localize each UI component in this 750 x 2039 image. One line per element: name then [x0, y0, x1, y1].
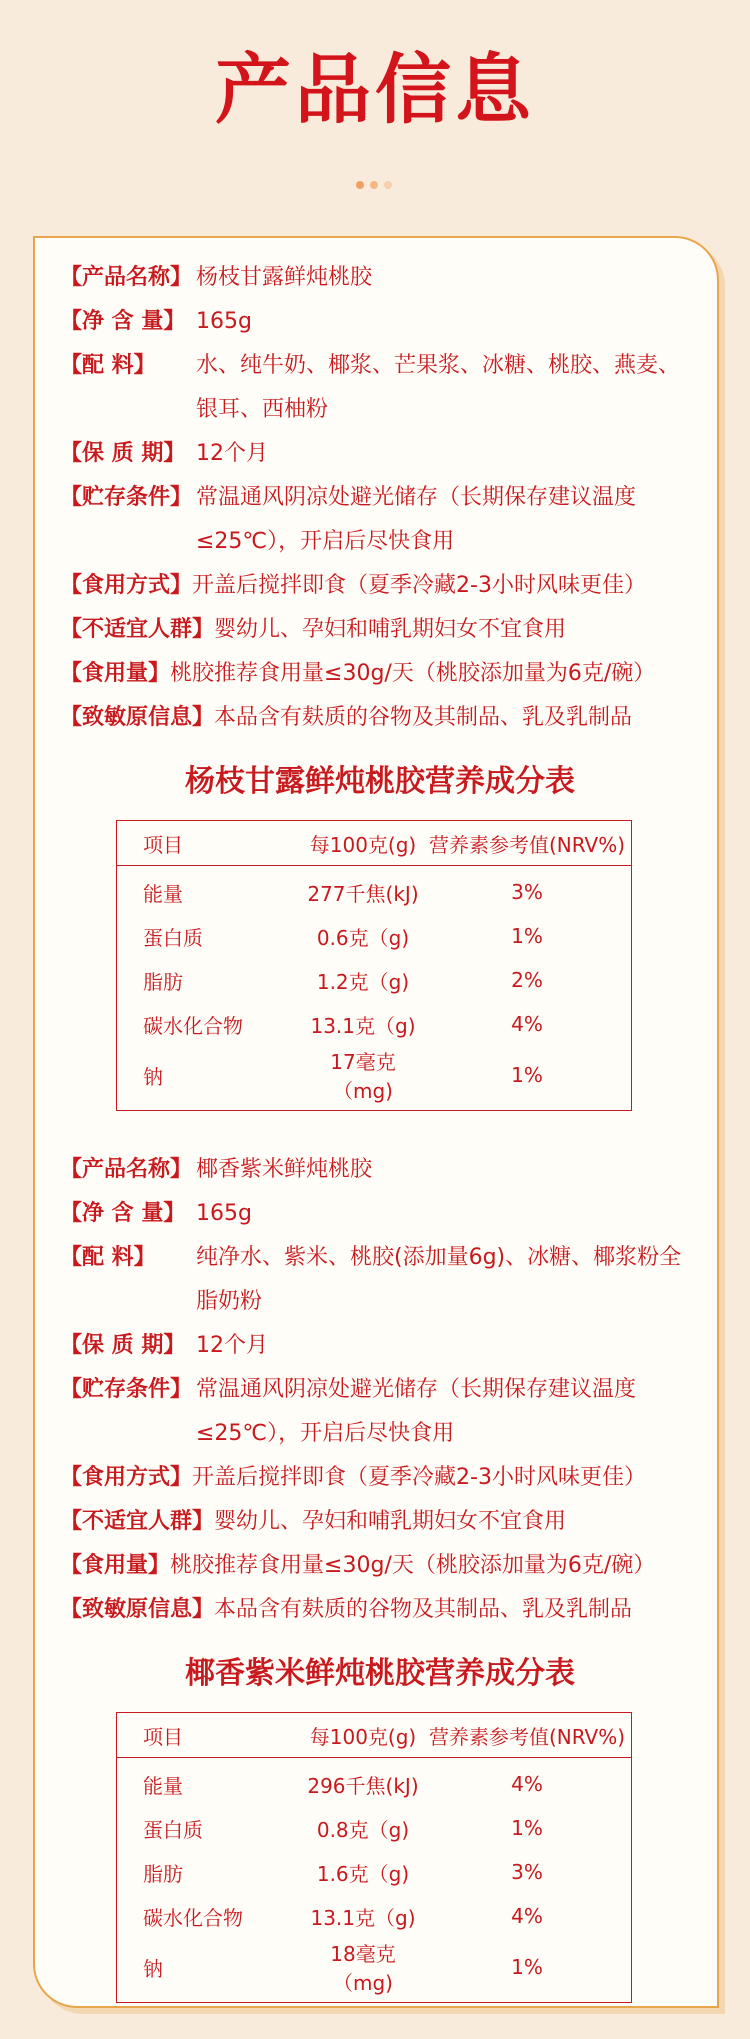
info-value: 婴幼儿、孕妇和哺乳期妇女不宜食用: [214, 1509, 567, 1534]
nutrition-table-title: 椰香紫米鲜炖桃胶营养成分表: [185, 1656, 575, 1691]
table-header-cell: 营养素参考值(NRV%): [428, 832, 626, 857]
table-cell: 碳水化合物: [143, 1013, 243, 1038]
info-row: [60, 1368, 700, 1456]
table-row: [117, 1938, 632, 2003]
table-cell: 1.2克（g): [316, 969, 410, 994]
table-row: [117, 958, 632, 1002]
info-row: [60, 564, 700, 608]
table-row: [117, 866, 632, 915]
info-label: 【贮存条件】: [60, 485, 193, 510]
table-cell: 0.6克（g): [316, 925, 410, 950]
info-row: [60, 652, 700, 696]
table-cell: 13.1克（g): [310, 1905, 416, 1930]
info-row: [60, 476, 700, 564]
table-row: [117, 1046, 632, 1111]
info-value: 常温通风阴凉处避光储存（长期保存建议温度≤25℃），开启后尽快食用: [196, 1377, 637, 1446]
info-label: 【致敏原信息】: [60, 705, 215, 730]
table-header-row: [117, 821, 632, 866]
page-indicator-dots: [356, 181, 392, 189]
info-value: 纯净水、紫米、桃胶(添加量6g)、冰糖、椰浆粉全脂奶粉: [196, 1245, 682, 1314]
product-section-1: [60, 256, 700, 1111]
info-label: 【食用方式】: [60, 573, 193, 598]
table-cell: 1%: [511, 1816, 543, 1840]
table-row: [117, 1806, 632, 1850]
info-value: 12个月: [196, 1333, 268, 1358]
info-value: 本品含有麸质的谷物及其制品、乳及乳制品: [214, 1597, 633, 1622]
info-value: 165g: [196, 309, 252, 334]
page-title: 产品信息: [215, 45, 535, 134]
info-value: 婴幼儿、孕妇和哺乳期妇女不宜食用: [214, 617, 567, 642]
info-value: 165g: [196, 1201, 252, 1226]
info-row: [60, 1456, 700, 1500]
info-row: [60, 608, 700, 652]
table-header-cell: 项目: [143, 1724, 183, 1749]
info-row: [60, 696, 700, 740]
info-row: [60, 1500, 700, 1544]
table-cell: 能量: [143, 1773, 183, 1798]
info-label: 【食用量】: [60, 1553, 171, 1578]
info-label: 【产品名称】: [60, 265, 193, 290]
table-cell: 1%: [511, 924, 543, 948]
table-cell: 18毫克（mg): [330, 1942, 396, 1995]
info-row: [60, 1148, 700, 1192]
table-cell: 碳水化合物: [143, 1905, 243, 1930]
info-label: 【净 含 量】: [60, 309, 186, 334]
table-cell: 蛋白质: [143, 925, 203, 950]
info-value: 水、纯牛奶、椰浆、芒果浆、冰糖、桃胶、燕麦、银耳、西柚粉: [196, 353, 681, 422]
info-row: [60, 1544, 700, 1588]
info-value: 杨枝甘露鲜炖桃胶: [196, 265, 373, 290]
table-row: [117, 1850, 632, 1894]
table-cell: 13.1克（g): [310, 1013, 416, 1038]
table-header-cell: 项目: [143, 832, 183, 857]
table-header-cell: 每100克(g): [309, 832, 417, 857]
info-value: 桃胶推荐食用量≤30g/天（桃胶添加量为6克/碗）: [170, 661, 656, 686]
info-value: 12个月: [196, 441, 268, 466]
table-cell: 296千焦(kJ): [307, 1773, 419, 1798]
table-cell: 4%: [511, 1904, 543, 1928]
table-cell: 3%: [511, 1860, 543, 1884]
info-row: [60, 432, 700, 476]
info-label: 【致敏原信息】: [60, 1597, 215, 1622]
table-cell: 能量: [143, 881, 183, 906]
table-row: [117, 1758, 632, 1807]
nutrition-table-title: 杨枝甘露鲜炖桃胶营养成分表: [185, 764, 575, 799]
info-label: 【不适宜人群】: [60, 617, 215, 642]
table-cell: 4%: [511, 1012, 543, 1036]
table-cell: 1%: [511, 1063, 543, 1087]
table-cell: 钠: [143, 1064, 163, 1089]
table-cell: 17毫克（mg): [330, 1050, 396, 1103]
table-row: [117, 914, 632, 958]
info-label: 【产品名称】: [60, 1157, 193, 1182]
info-row: [60, 256, 700, 300]
table-cell: 1%: [511, 1955, 543, 1979]
info-label: 【食用方式】: [60, 1465, 193, 1490]
info-row: [60, 1324, 700, 1368]
table-cell: 1.6克（g): [316, 1861, 410, 1886]
table-cell: 钠: [143, 1956, 163, 1981]
product-section-2: [60, 1148, 700, 2003]
table-cell: 0.8克（g): [316, 1817, 410, 1842]
table-header-cell: 每100克(g): [309, 1724, 417, 1749]
table-cell: 蛋白质: [143, 1817, 203, 1842]
info-label: 【净 含 量】: [60, 1201, 186, 1226]
table-cell: 3%: [511, 880, 543, 904]
table-cell: 4%: [511, 1772, 543, 1796]
info-row: [60, 344, 700, 432]
indicator-dot: [370, 181, 378, 189]
table-cell: 脂肪: [143, 1861, 183, 1886]
table-header-row: [117, 1713, 632, 1758]
info-value: 常温通风阴凉处避光储存（长期保存建议温度≤25℃），开启后尽快食用: [196, 485, 637, 554]
info-value: 椰香紫米鲜炖桃胶: [196, 1157, 373, 1182]
info-label: 【食用量】: [60, 661, 171, 686]
indicator-dot: [356, 181, 364, 189]
info-row: [60, 300, 700, 344]
table-row: [117, 1002, 632, 1046]
info-value: 本品含有麸质的谷物及其制品、乳及乳制品: [214, 705, 633, 730]
info-label: 【配 料】: [60, 1245, 156, 1270]
table-header-cell: 营养素参考值(NRV%): [428, 1724, 626, 1749]
nutrition-table: [116, 1712, 632, 2003]
info-label: 【贮存条件】: [60, 1377, 193, 1402]
info-label: 【保 质 期】: [60, 441, 186, 466]
info-row: [60, 1588, 700, 1632]
table-row: [117, 1894, 632, 1938]
info-row: [60, 1192, 700, 1236]
info-label: 【保 质 期】: [60, 1333, 186, 1358]
indicator-dot: [384, 181, 392, 189]
info-value: 桃胶推荐食用量≤30g/天（桃胶添加量为6克/碗）: [170, 1553, 656, 1578]
info-value: 开盖后搅拌即食（夏季冷藏2-3小时风味更佳）: [192, 573, 646, 598]
info-label: 【不适宜人群】: [60, 1509, 215, 1534]
info-row: [60, 1236, 700, 1324]
table-cell: 脂肪: [143, 969, 183, 994]
info-value: 开盖后搅拌即食（夏季冷藏2-3小时风味更佳）: [192, 1465, 646, 1490]
table-cell: 2%: [511, 968, 543, 992]
nutrition-table: [116, 820, 632, 1111]
table-cell: 277千焦(kJ): [307, 881, 419, 906]
info-label: 【配 料】: [60, 353, 156, 378]
